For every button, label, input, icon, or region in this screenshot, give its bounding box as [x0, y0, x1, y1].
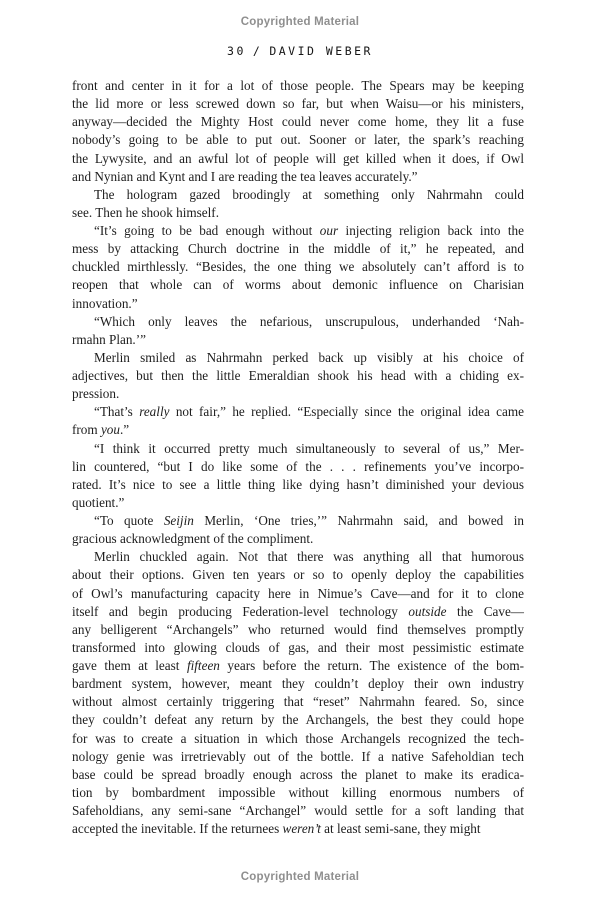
- top-watermark: Copyrighted Material: [240, 16, 360, 28]
- text-line: adjectives, but then the little Emeraldian shook his head with a chiding ex-: [72, 368, 524, 383]
- text-line: and Nynian and Kynt and I are reading the tea leaves accurately.”: [72, 168, 418, 184]
- text-line: mess by attacking Church doctrine in the middle of it,” he repeated, and: [72, 241, 524, 257]
- text-line: Merlin smiled as Nahrmahn perked back up visibly at his choice of: [94, 349, 524, 365]
- text-line: they couldn’t defeat any return by the Archangels, the best they could hope: [72, 712, 524, 728]
- text-line: reopen that whole can of worms about demonic influence on Charisian: [72, 277, 524, 293]
- text-line: the Lywysite, and an awful lot of people will get killed when it does, if Owl: [72, 150, 524, 166]
- text-line: rated. It’s nice to see a little thing like dying hasn’t diminished your devious: [72, 476, 524, 492]
- text-line: about their options. Given ten years or so to openly deploy the capabilities: [72, 567, 524, 583]
- text-line: transformed into glowing clouds of gas, and their most pessimistic estimate: [72, 639, 524, 655]
- text-line: Merlin chuckled again. Not that there was anything all that humorous: [94, 549, 524, 565]
- text-line: for was to create a situation in which those Archangels recognized the tech-: [72, 730, 524, 746]
- bottom-watermark: Copyrighted Material: [240, 871, 360, 883]
- text-line: innovation.”: [72, 295, 138, 311]
- text-line: see. Then he shook himself.: [72, 204, 219, 220]
- author-name: DAVID WEBER: [269, 44, 373, 58]
- running-head: [0, 44, 600, 58]
- text-line: any belligerent “Archangels” who returned would find themselves promptly: [72, 621, 524, 637]
- text-line: the lid more or less screwed down so far, but when Waisu—or his ministers,: [72, 96, 524, 112]
- text-line: “I think it occurred pretty much simultaneously to several of us,” Mer-: [94, 440, 524, 456]
- page-number: 30: [227, 44, 246, 58]
- text-line: nology genie was irretrievably out of the bottle. If a native Safeholdian tech: [72, 748, 524, 764]
- text-line: pression.: [72, 386, 120, 402]
- text-line: nobody’s going to be able to put out. Sooner or later, the spark’s reaching: [72, 132, 524, 148]
- text-line: “It’s going to be bad enough without our injecting religion back into the: [94, 223, 524, 238]
- text-line: itself and begin producing Federation-level technology outside the Cave—: [72, 603, 524, 619]
- text-line: rmahn Plan.’”: [72, 331, 146, 347]
- text-line: front and center in it for a lot of those people. The Spears may be keeping: [72, 78, 524, 93]
- text-line: base could be spread broadly enough across the planet to make its eradica-: [72, 766, 524, 782]
- text-line: gracious acknowledgment of the compliment.: [72, 531, 314, 547]
- text-line: “To quote Seijin Merlin, ‘One tries,’” Nahrmahn said, and bowed in: [94, 513, 524, 528]
- text-line: The hologram gazed broodingly at something only Nahrmahn could: [94, 186, 524, 202]
- text-line: anyway—decided the Mighty Host could never come home, they lit a fuse: [72, 114, 524, 130]
- text-line: quotient.”: [72, 494, 125, 510]
- text-line: chuckled mirthlessly. “Besides, the one thing we absolutely can’t afford is to: [72, 259, 524, 275]
- text-line: lin countered, “but I do like some of the . . . refinements you’ve incorpo-: [72, 458, 524, 474]
- text-line: Safeholdians, any semi-sane “Archangel” would settle for a soft landing that: [72, 803, 524, 818]
- text-line: gave them at least fifteen years before the return. The existence of the bom-: [72, 658, 525, 673]
- text-line: from you.”: [72, 422, 130, 438]
- text-line: “Which only leaves the nefarious, unscrupulous, underhanded ‘Nah-: [94, 313, 524, 329]
- text-line: bardment system, however, meant they couldn’t deploy their own industry: [72, 676, 524, 692]
- text-line: accepted the inevitable. If the returnees weren’t at least semi-sane, they might: [72, 821, 481, 837]
- body-text: [72, 77, 524, 838]
- text-line: without almost certainly triggering that “reset” Nahrmahn feared. So, since: [72, 694, 524, 710]
- header-separator: /: [252, 44, 263, 58]
- text-line: of Owl’s manufacturing capacity here in Nimue’s Cave—and for it to clone: [72, 585, 524, 601]
- text-line: tion by bombardment impossible without killing enormous numbers of: [72, 784, 524, 800]
- text-line: “That’s really not fair,” he replied. “Especially since the original idea came: [94, 404, 524, 420]
